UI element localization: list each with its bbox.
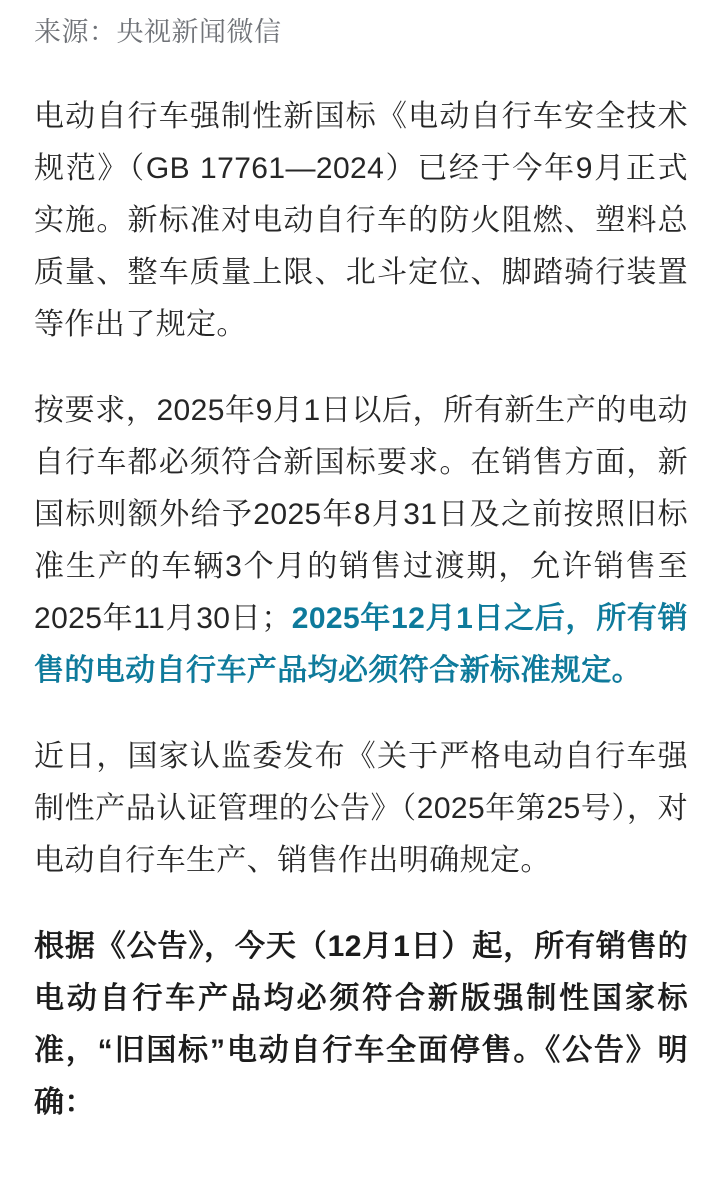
paragraph-4-text: 根据《公告》，今天（12月1日）起，所有销售的电动自行车产品均必须符合新版强制性国家标准，“旧国标”电动自行车全面停售。《公告》明确： — [34, 929, 688, 1119]
paragraph-2-text: 按要求，2025年9月1日以后，所有新生产的电动自行车都必须符合新国标要求。在销售方面，新国标则额外给予2025年8月31日及之前按照旧标准生产的车辆3个月的销售过渡期，允许销售至2025年11月30日； — [34, 393, 688, 635]
article-paragraph-4 — [34, 921, 688, 1129]
paragraph-2-highlight: 2025年12月1日之后，所有销售的电动自行车产品均必须符合新标准规定。 — [34, 601, 688, 687]
article-paragraph-2 — [34, 385, 688, 697]
article-paragraph-1 — [34, 91, 688, 351]
paragraph-1-text: 电动自行车强制性新国标《电动自行车安全技术规范》（GB 17761—2024）已经于今年9月正式实施。新标准对电动自行车的防火阻燃、塑料总质量、整车质量上限、北斗定位、脚踏骑行装置等作出了规定。 — [34, 99, 688, 341]
article-paragraph-3 — [34, 731, 688, 887]
article-source: 来源：央视新闻微信 — [34, 17, 282, 47]
paragraph-3-text: 近日，国家认监委发布《关于严格电动自行车强制性产品认证管理的公告》（2025年第25号），对电动自行车生产、销售作出明确规定。 — [34, 739, 688, 877]
